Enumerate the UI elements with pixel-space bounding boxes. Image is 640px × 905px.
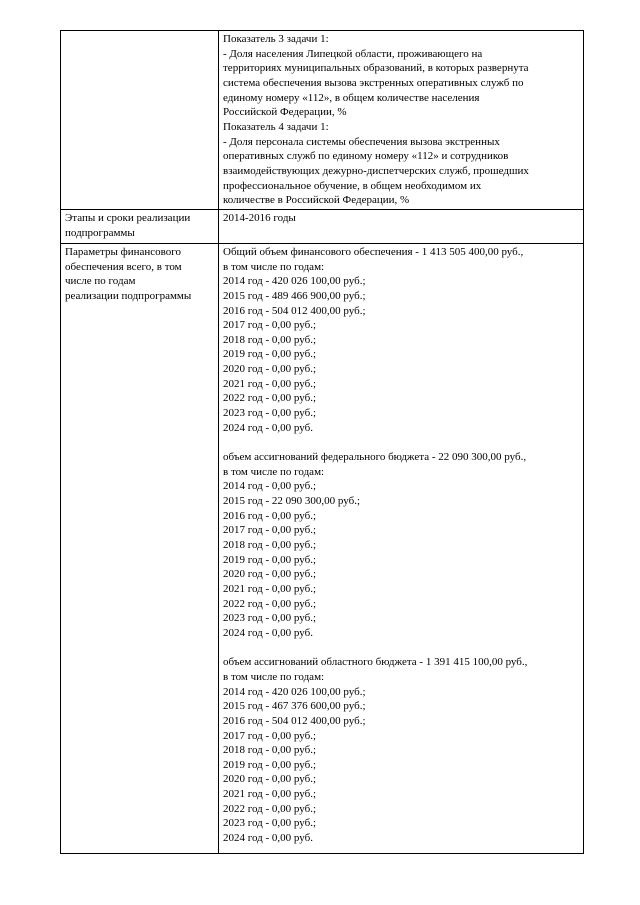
finance-regional-line: 2024 год - 0,00 руб. xyxy=(223,832,313,845)
indicators-row xyxy=(61,31,584,210)
stages-value: 2014-2016 годы xyxy=(223,211,296,224)
finance-total-line: 2023 год - 0,00 руб.; xyxy=(223,407,317,420)
finance-regional-line: 2017 год - 0,00 руб.; xyxy=(223,729,317,742)
finance-label-cell xyxy=(61,243,219,853)
indicator-line: территориях муниципальных образований, в которых развернута xyxy=(223,62,529,75)
finance-regional-line: 2021 год - 0,00 руб.; xyxy=(223,788,317,801)
stages-label-cell xyxy=(61,209,219,243)
finance-total-line: 2016 год - 504 012 400,00 руб.; xyxy=(223,304,366,317)
indicator-line: оперативных служб по единому номеру «112» и сотрудников xyxy=(223,150,509,163)
finance-regional-line: 2015 год - 467 376 600,00 руб.; xyxy=(223,700,366,713)
finance-total-line: 2019 год - 0,00 руб.; xyxy=(223,348,317,361)
finance-federal-line: в том числе по годам: xyxy=(223,465,325,478)
stages-value-cell xyxy=(219,209,584,243)
stages-label-line: подпрограммы xyxy=(65,226,135,239)
paragraph-spacer xyxy=(223,641,580,656)
finance-label-line: обеспечения всего, в том xyxy=(65,260,182,273)
finance-regional-block xyxy=(223,655,580,846)
finance-regional-line: 2020 год - 0,00 руб.; xyxy=(223,773,317,786)
finance-total-line: 2024 год - 0,00 руб. xyxy=(223,421,313,434)
stages-row xyxy=(61,209,584,243)
indicators-label-cell xyxy=(61,31,219,210)
indicator-line: единому номеру «112», в общем количестве населения xyxy=(223,91,480,104)
finance-federal-line: 2014 год - 0,00 руб.; xyxy=(223,480,317,493)
finance-federal-line: 2022 год - 0,00 руб.; xyxy=(223,597,317,610)
indicators-value-cell xyxy=(219,31,584,210)
finance-total-line: 2022 год - 0,00 руб.; xyxy=(223,392,317,405)
finance-total-block xyxy=(223,245,580,436)
finance-label-line: числе по годам xyxy=(65,275,136,288)
finance-total-line: 2017 год - 0,00 руб.; xyxy=(223,319,317,332)
finance-federal-line: 2023 год - 0,00 руб.; xyxy=(223,612,317,625)
finance-federal-line: объем ассигнований федерального бюджета - 22 090 300,00 руб., xyxy=(223,451,527,464)
finance-regional-line: 2023 год - 0,00 руб.; xyxy=(223,817,317,830)
indicator-line: профессиональное обучение, в общем необходимом их xyxy=(223,179,482,192)
indicator-line: количестве в Российской Федерации, % xyxy=(223,194,410,207)
paragraph-spacer xyxy=(223,435,580,450)
finance-federal-line: 2020 год - 0,00 руб.; xyxy=(223,568,317,581)
finance-label-line: реализации подпрограммы xyxy=(65,289,192,302)
finance-regional-line: 2016 год - 504 012 400,00 руб.; xyxy=(223,714,366,727)
finance-federal-line: 2024 год - 0,00 руб. xyxy=(223,626,313,639)
finance-regional-line: объем ассигнований областного бюджета - 1 391 415 100,00 руб., xyxy=(223,656,528,669)
indicator-line: Российской Федерации, % xyxy=(223,106,347,119)
finance-row xyxy=(61,243,584,853)
finance-value-cell xyxy=(219,243,584,853)
indicator-line: Показатель 4 задачи 1: xyxy=(223,120,329,133)
indicator-line: взаимодействующих дежурно-диспетчерских служб, прошедших xyxy=(223,164,529,177)
finance-regional-line: 2022 год - 0,00 руб.; xyxy=(223,802,317,815)
finance-federal-line: 2019 год - 0,00 руб.; xyxy=(223,553,317,566)
indicator-line: Показатель 3 задачи 1: xyxy=(223,33,329,45)
subprogram-passport-table xyxy=(60,30,584,854)
finance-total-line: 2020 год - 0,00 руб.; xyxy=(223,363,317,376)
finance-total-line: Общий объем финансового обеспечения - 1 413 505 400,00 руб., xyxy=(223,245,524,258)
finance-total-line: 2021 год - 0,00 руб.; xyxy=(223,377,317,390)
finance-total-line: 2015 год - 489 466 900,00 руб.; xyxy=(223,289,366,302)
finance-total-line: 2018 год - 0,00 руб.; xyxy=(223,333,317,346)
finance-regional-line: 2019 год - 0,00 руб.; xyxy=(223,758,317,771)
finance-federal-line: 2015 год - 22 090 300,00 руб.; xyxy=(223,495,361,508)
finance-regional-line: 2018 год - 0,00 руб.; xyxy=(223,744,317,757)
indicator-line: система обеспечения вызова экстренных оперативных служб по xyxy=(223,76,524,89)
finance-federal-line: 2017 год - 0,00 руб.; xyxy=(223,524,317,537)
finance-federal-line: 2021 год - 0,00 руб.; xyxy=(223,582,317,595)
indicator-line: - Доля населения Липецкой области, проживающего на xyxy=(223,47,483,60)
finance-label-line: Параметры финансового xyxy=(65,245,182,258)
finance-regional-line: в том числе по годам: xyxy=(223,670,325,683)
finance-federal-line: 2018 год - 0,00 руб.; xyxy=(223,538,317,551)
finance-regional-line: 2014 год - 420 026 100,00 руб.; xyxy=(223,685,366,698)
finance-federal-block xyxy=(223,450,580,641)
indicator-line: - Доля персонала системы обеспечения вызова экстренных xyxy=(223,135,500,148)
finance-total-line: 2014 год - 420 026 100,00 руб.; xyxy=(223,275,366,288)
stages-label-line: Этапы и сроки реализации xyxy=(65,211,191,224)
finance-federal-line: 2016 год - 0,00 руб.; xyxy=(223,509,317,522)
finance-total-line: в том числе по годам: xyxy=(223,260,325,273)
